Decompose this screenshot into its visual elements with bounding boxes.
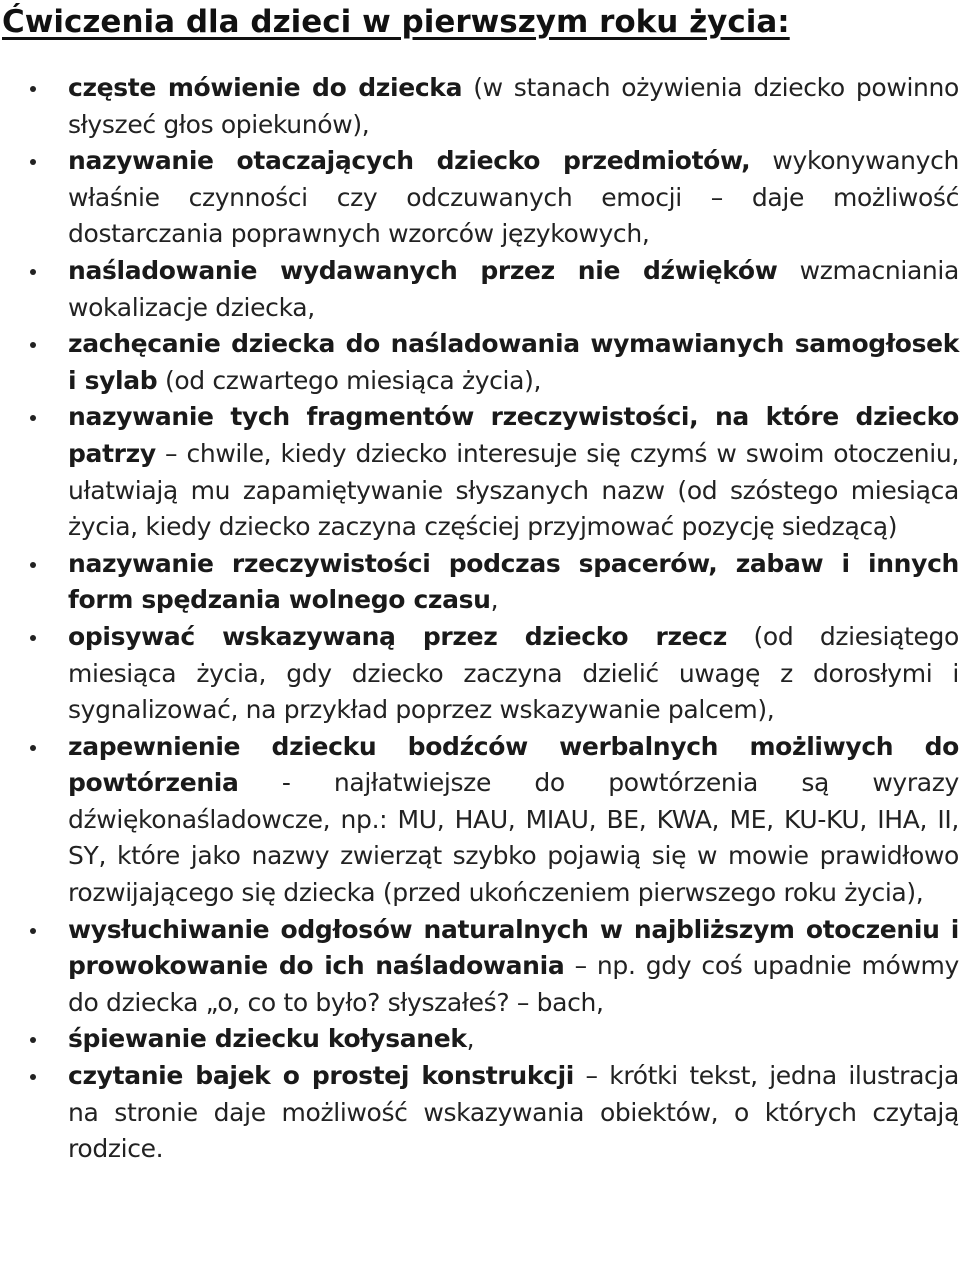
- item-bold-text: zapewnienie dziecku bodźców werbalnych możliwych do powtórzenia: [68, 731, 959, 798]
- list-item: [68, 546, 959, 619]
- page-title: Ćwiczenia dla dzieci w pierwszym roku życia:: [2, 4, 790, 40]
- item-bold-text: częste mówienie do dziecka: [68, 73, 463, 102]
- list-item: [68, 70, 959, 143]
- item-bold-text: zachęcanie dziecka do naśladowania wymawianych samogłosek i sylab: [68, 329, 959, 395]
- item-bold-text: nazywanie tych fragmentów rzeczywistości, na które dziecko patrzy: [68, 402, 959, 468]
- item-text: wykonywanych właśnie czynności czy odczuwanych emocji – daje możliwość dostarczania poprawnych wzorców językowych,: [68, 146, 959, 249]
- item-text: (od czwartego miesiąca życia),: [157, 365, 542, 395]
- item-bold-text: naśladowanie wydawanych przez nie dźwięków: [68, 255, 778, 285]
- item-text: ,: [466, 1024, 475, 1054]
- list-item: [68, 1021, 959, 1058]
- list-item: [68, 399, 959, 545]
- item-text: – np. gdy coś upadnie mówmy do dziecka „o, co to było? słyszałeś? – bach,: [68, 951, 959, 1017]
- item-text: ,: [490, 585, 499, 615]
- item-bold-text: wysłuchiwanie odgłosów naturalnych w najbliższym otoczeniu i prowokowanie do ich naśladowania: [68, 914, 959, 981]
- list-item: [68, 1058, 959, 1168]
- item-bold-text: czytanie bajek o prostej konstrukcji: [68, 1061, 575, 1091]
- list-item: [68, 143, 959, 253]
- item-text: (w stanach ożywienia dziecko powinno słyszeć głos opiekunów),: [68, 73, 959, 139]
- item-bold-text: opisywać wskazywaną przez dziecko rzecz: [68, 621, 727, 651]
- list-item: [68, 912, 959, 1022]
- item-text: - najłatwiejsze do powtórzenia są wyrazy dźwiękonaśladowcze, np.: MU, HAU, MIAU, BE, KWA, ME, KU-KU, IHA, II, SY, które jako nazwy zwierząt szybko pojawią się w mowie prawidłowo rozwijającego się dziecka (przed ukończeniem pierwszego roku życia),: [68, 768, 959, 908]
- exercise-list: [68, 70, 959, 1168]
- item-bold-text: nazywanie otaczających dziecko przedmiotów,: [68, 146, 751, 176]
- item-text: – krótki tekst, jedna ilustracja na stronie daje możliwość wskazywania obiektów, o których czytają rodzice.: [68, 1061, 960, 1164]
- item-bold-text: nazywanie rzeczywistości podczas spacerów, zabaw i innych form spędzania wolnego czasu: [68, 548, 959, 615]
- list-item: [68, 729, 959, 912]
- item-text: (od dziesiątego miesiąca życia, gdy dziecko zaczyna dzielić uwagę z dorosłymi i sygnalizować, na przykład poprzez wskazywanie palcem),: [68, 621, 959, 725]
- list-item: [68, 253, 959, 326]
- item-text: – chwile, kiedy dziecko interesuje się czymś w swoim otoczeniu, ułatwiają mu zapamiętywanie słyszanych nazw (od szóstego miesiąca życia, kiedy dziecko zaczyna częściej przyjmować pozycję siedzącą): [68, 438, 959, 542]
- item-bold-text: śpiewanie dziecku kołysanek: [68, 1024, 467, 1054]
- item-text: wzmacniania wokalizacje dziecka,: [68, 255, 959, 322]
- list-item: [68, 619, 959, 729]
- list-item: [68, 326, 959, 399]
